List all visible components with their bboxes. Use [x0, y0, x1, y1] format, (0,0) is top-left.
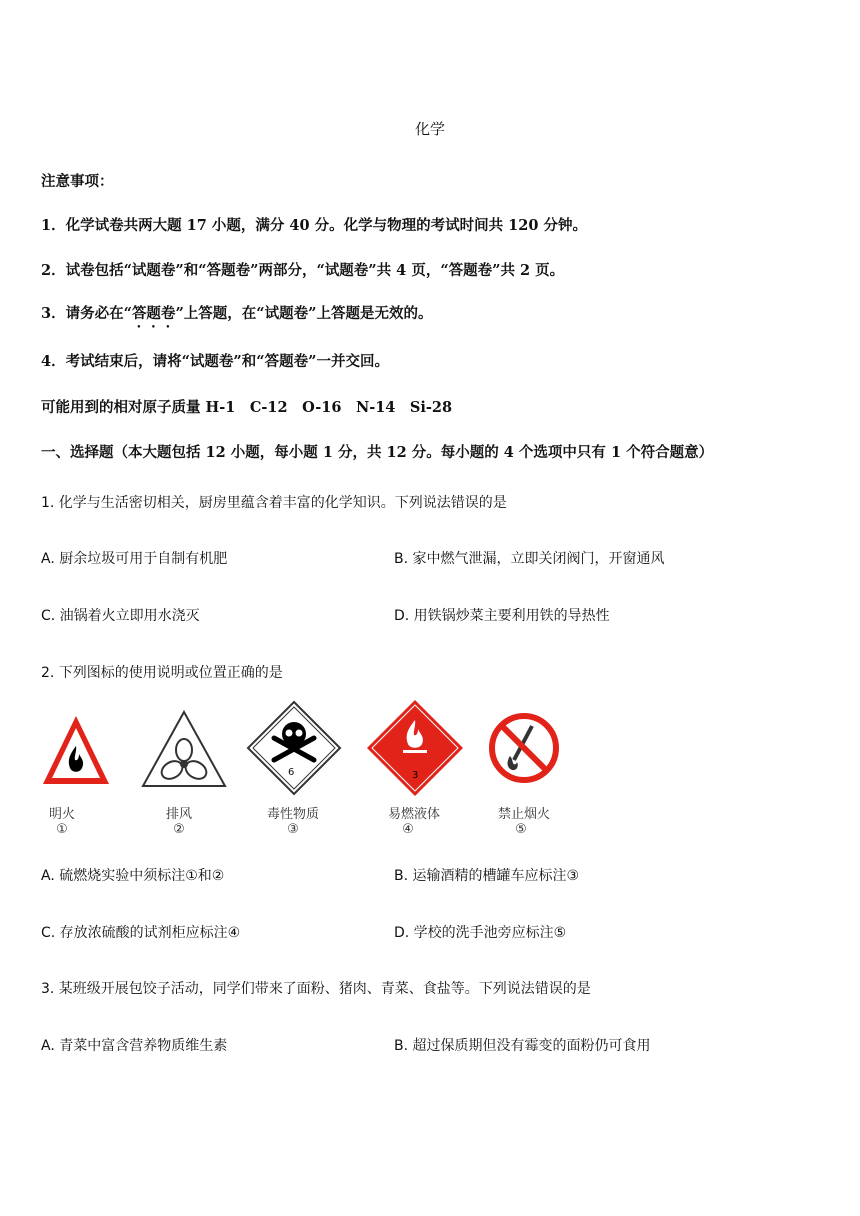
- sign-1-number: ①: [56, 822, 68, 837]
- page-title: 化学: [414, 120, 445, 138]
- notice-3-emphasis: 答题卷: [131, 305, 176, 322]
- question-1-option-d: D. 用铁锅炒菜主要利用铁的导热性: [394, 608, 610, 624]
- question-1-option-a: A. 厨余垃圾可用于自制有机肥: [41, 551, 228, 567]
- sign-4-label: 易燃液体: [387, 807, 440, 822]
- question-2-option-d: D. 学校的洗手池旁应标注⑤: [394, 925, 567, 941]
- sign-4-number: ④: [402, 822, 414, 837]
- question-1-stem: 1. 化学与生活密切相关，厨房里蕴含着丰富的化学知识。下列说法错误的是: [41, 495, 507, 511]
- sign-2-number: ②: [173, 822, 185, 837]
- sign-5-label: 禁止烟火: [497, 807, 550, 822]
- question-2-option-a: A. 硫燃烧实验中须标注①和②: [41, 868, 225, 884]
- question-3-option-b: B. 超过保质期但没有霉变的面粉仍可食用: [394, 1038, 651, 1054]
- notice-heading: 注意事项：: [41, 173, 114, 190]
- flammable-liquid-icon: [365, 698, 465, 798]
- question-3-stem: 3. 某班级开展包饺子活动，同学们带来了面粉、猪肉、青菜、食盐等。下列说法错误的是: [41, 981, 591, 997]
- question-2-option-c: C. 存放浓硫酸的试剂柜应标注④: [41, 925, 241, 941]
- question-3-option-a: A. 青菜中富含营养物质维生素: [41, 1038, 228, 1054]
- notice-3: [41, 302, 432, 331]
- sign-4-class-number: 3: [412, 770, 419, 781]
- fire-warning-icon: [39, 706, 113, 790]
- sign-5-number: ⑤: [515, 822, 527, 837]
- notice-3-pre: 3．请务必在“: [41, 305, 132, 322]
- sign-flammable-liquid: [365, 706, 465, 798]
- fan-icon: [139, 706, 229, 790]
- sign-1-label: 明火: [48, 807, 75, 822]
- sign-3-class-number: 6: [288, 767, 295, 778]
- notice-2: 2．试卷包括“试题卷”和“答题卷”两部分，“试题卷”共 4 页，“答题卷”共 2 页。: [41, 262, 565, 279]
- sign-open-flame: [26, 706, 126, 790]
- sign-3-label: 毒性物质: [266, 807, 319, 822]
- sign-exhaust: [134, 706, 234, 790]
- question-2-stem: 2. 下列图标的使用说明或位置正确的是: [41, 665, 283, 681]
- no-fire-icon: [488, 712, 560, 784]
- skull-crossbones-icon: [246, 700, 342, 796]
- sign-toxic: [244, 706, 344, 796]
- notice-3-post: ”上答题，在“试题卷”上答题是无效的。: [175, 305, 433, 322]
- sign-2-label: 排风: [165, 807, 192, 822]
- question-1-option-b: B. 家中燃气泄漏，立即关闭阀门，开窗通风: [394, 551, 665, 567]
- sign-3-number: ③: [287, 822, 299, 837]
- question-2-option-b: B. 运输酒精的槽罐车应标注③: [394, 868, 580, 884]
- atomic-mass-line: 可能用到的相对原子质量 H-1 C-12 O-16 N-14 Si-28: [41, 399, 453, 416]
- section-heading: 一、选择题（本大题包括 12 小题，每小题 1 分，共 12 分。每小题的 4 个选项中只有 1 个符合题意）: [41, 444, 714, 461]
- notice-1: 1．化学试卷共两大题 17 小题，满分 40 分。化学与物理的考试时间共 120 分钟。: [41, 217, 587, 234]
- notice-4: 4．考试结束后，请将“试题卷”和“答题卷”一并交回。: [41, 353, 389, 370]
- sign-no-fire: [474, 706, 574, 784]
- question-1-option-c: C. 油锅着火立即用水浇灭: [41, 608, 200, 624]
